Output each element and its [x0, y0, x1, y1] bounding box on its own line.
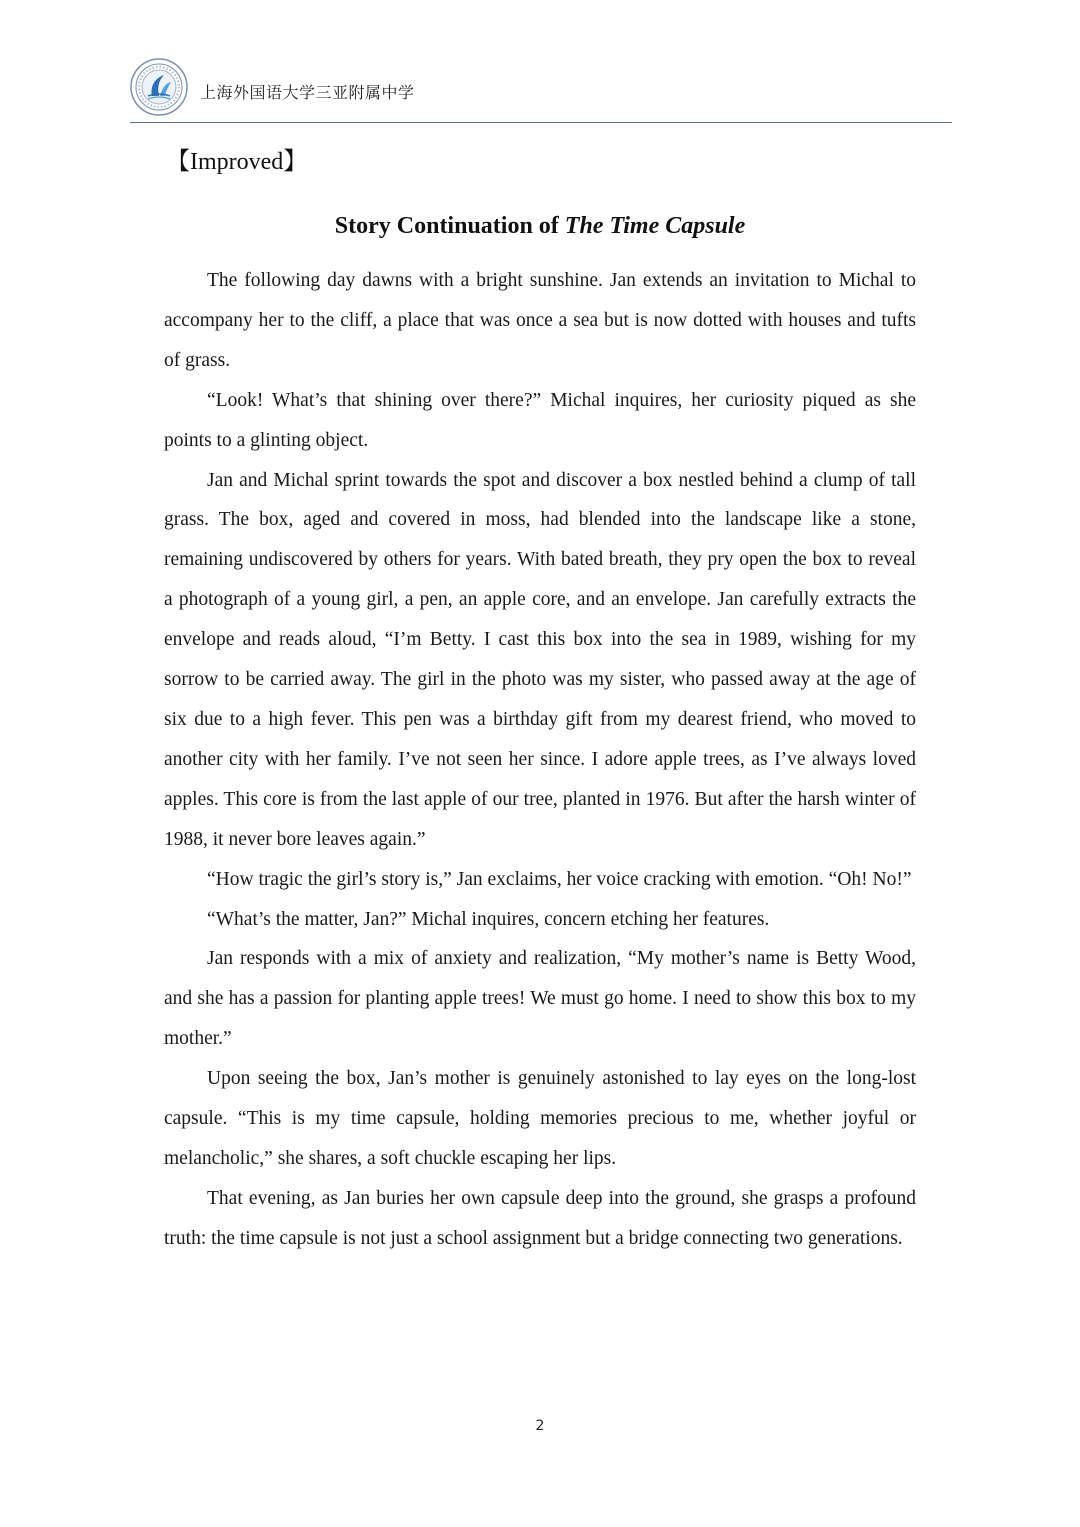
paragraph: “Look! What’s that shining over there?” Michal inquires, her curiosity piqued as she points to a glinting object. — [164, 389, 916, 451]
school-emblem-icon — [130, 58, 188, 116]
story-body — [164, 261, 916, 1259]
paragraph: The following day dawns with a bright sunshine. Jan extends an invitation to Michal to accompany her to the cliff, a place that was once a sea but is now dotted with houses and tufts of grass. — [164, 270, 916, 371]
page-number: 2 — [535, 1418, 545, 1434]
story-title — [0, 213, 1080, 240]
paragraph: That evening, as Jan buries her own capsule deep into the ground, she grasps a profound truth: the time capsule is not just a school assignment but a bridge connecting two generations. — [164, 1187, 916, 1249]
paragraph: Jan responds with a mix of anxiety and realization, “My mother’s name is Betty Wood, and she has a passion for planting apple trees! We must go home. I need to show this box to my mother.” — [164, 948, 916, 1050]
school-name: 上海外国语大学三亚附属中学 — [200, 83, 415, 102]
paragraph: “How tragic the girl’s story is,” Jan exclaims, her voice cracking with emotion. “Oh! No!” — [207, 868, 912, 890]
paragraph: Upon seeing the box, Jan’s mother is genuinely astonished to lay eyes on the long-lost capsule. “This is my time capsule, holding memories precious to me, whether joyful or melancholic,” she shares, a soft chuckle escaping her lips. — [164, 1068, 916, 1169]
page-header — [130, 58, 952, 123]
story-title-italic: The Time Capsule — [564, 213, 746, 239]
version-tag: 【Improved】 — [166, 149, 308, 175]
paragraph: Jan and Michal sprint towards the spot and discover a box nestled behind a clump of tall grass. The box, aged and covered in moss, had blended into the landscape like a stone, remaining undiscovered by others for years. With bated breath, they pry open the box to reveal a photograph of a young girl, a pen, an apple core, and an envelope. Jan carefully extracts the envelope and reads aloud, “I’m Betty. I cast this box into the sea in 1989, wishing for my sorrow to be carried away. The girl in the photo was my sister, who passed away at the age of six due to a high fever. This pen was a birthday gift from my dearest friend, who moved to another city with her family. I’ve not seen her since. I adore apple trees, as I’ve always loved apples. This core is from the last apple of our tree, planted in 1976. But after the harsh winter of 1988, it never bore leaves again.” — [164, 469, 916, 850]
story-title-prefix: Story Continuation of — [334, 213, 565, 239]
paragraph: “What’s the matter, Jan?” Michal inquires, concern etching her features. — [207, 908, 770, 930]
